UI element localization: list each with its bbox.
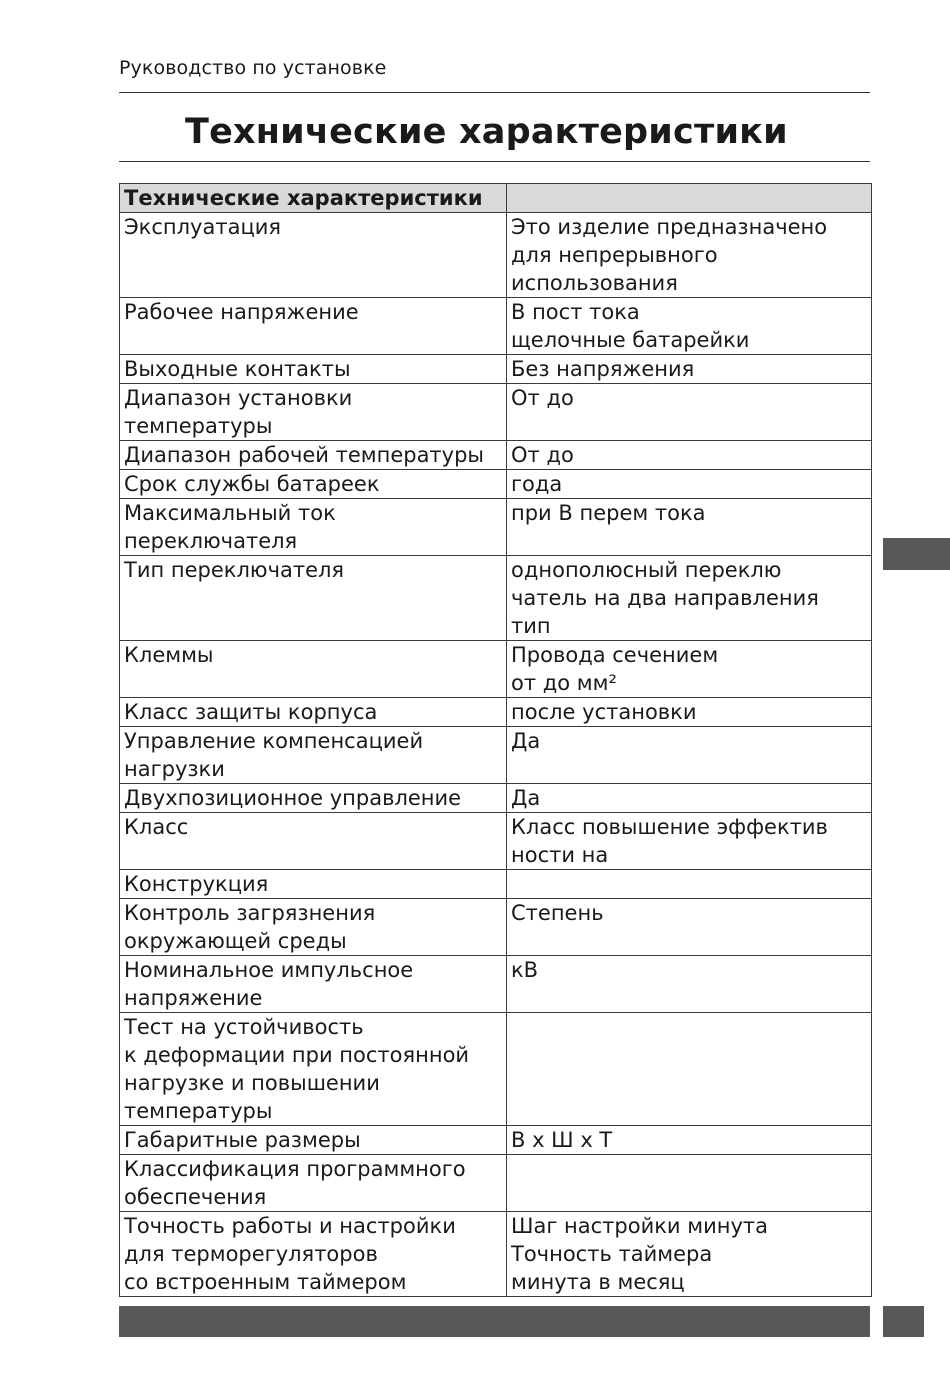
spec-name: Срок службы батареек: [120, 470, 507, 499]
spec-name: Класс: [120, 813, 507, 870]
spec-name: Максимальный ток переключателя: [120, 499, 507, 556]
table-row: [120, 698, 872, 727]
spec-value: Степень: [507, 899, 872, 956]
table-row: [120, 499, 872, 556]
spec-name: Тест на устойчивость к деформации при постоянной нагрузке и повышении температуры: [120, 1013, 507, 1126]
spec-value: Это изделие предназначено для непрерывного использования: [507, 213, 872, 298]
spec-name: Двухпозиционное управление: [120, 784, 507, 813]
spec-name: Диапазон установки температуры: [120, 384, 507, 441]
spec-value: однополюсный переклю чатель на два направления тип: [507, 556, 872, 641]
table-row: [120, 1013, 872, 1126]
spec-name: Класс защиты корпуса: [120, 698, 507, 727]
table-row: [120, 1126, 872, 1155]
spec-value: Да: [507, 727, 872, 784]
table-row: [120, 441, 872, 470]
spec-name: Рабочее напряжение: [120, 298, 507, 355]
table-row: [120, 870, 872, 899]
table-row: [120, 298, 872, 355]
title-rule: [119, 161, 870, 162]
running-header: Руководство по установке: [119, 57, 387, 79]
spec-name: Габаритные размеры: [120, 1126, 507, 1155]
table-row: [120, 213, 872, 298]
table-row: [120, 956, 872, 1013]
spec-name: Классификация программного обеспечения: [120, 1155, 507, 1212]
spec-value: Без напряжения: [507, 355, 872, 384]
page-title: Технические характеристики: [185, 112, 788, 152]
spec-name: Тип переключателя: [120, 556, 507, 641]
spec-name: Контроль загрязнения окружающей среды: [120, 899, 507, 956]
table-row: [120, 1212, 872, 1297]
spec-value: Да: [507, 784, 872, 813]
spec-value: В пост тока щелочные батарейки: [507, 298, 872, 355]
spec-value: Класс повышение эффектив ности на: [507, 813, 872, 870]
spec-value: при В перем тока: [507, 499, 872, 556]
spec-name: Точность работы и настройки для терморегуляторов со встроенным таймером: [120, 1212, 507, 1297]
spec-value: От до: [507, 384, 872, 441]
table-row: [120, 784, 872, 813]
page-number-box: [883, 1306, 924, 1337]
spec-value: [507, 1155, 872, 1212]
table-row: [120, 813, 872, 870]
spec-value: От до: [507, 441, 872, 470]
spec-name: Клеммы: [120, 641, 507, 698]
header-rule: [119, 92, 870, 93]
spec-value: Шаг настройки минута Точность таймера минута в месяц: [507, 1212, 872, 1297]
spec-name: Выходные контакты: [120, 355, 507, 384]
spec-name: Номинальное импульсное напряжение: [120, 956, 507, 1013]
spec-value: [507, 870, 872, 899]
spec-name: Управление компенсацией нагрузки: [120, 727, 507, 784]
spec-name: Конструкция: [120, 870, 507, 899]
table-header-row: [120, 184, 872, 213]
table-row: [120, 727, 872, 784]
spec-value: Провода сечением от до мм²: [507, 641, 872, 698]
spec-value: [507, 1013, 872, 1126]
table-row: [120, 355, 872, 384]
table-header-cell: Технические характеристики: [120, 184, 507, 213]
table-row: [120, 1155, 872, 1212]
table-row: [120, 556, 872, 641]
table-header-cell: [507, 184, 872, 213]
spec-value: после установки: [507, 698, 872, 727]
spec-value: года: [507, 470, 872, 499]
spec-name: Диапазон рабочей температуры: [120, 441, 507, 470]
table-row: [120, 384, 872, 441]
footer-bar: [119, 1306, 870, 1337]
specifications-table: [119, 183, 872, 1297]
spec-value: В х Ш х Т: [507, 1126, 872, 1155]
spec-name: Эксплуатация: [120, 213, 507, 298]
spec-value: кВ: [507, 956, 872, 1013]
table-row: [120, 470, 872, 499]
table-row: [120, 899, 872, 956]
section-tab-marker: [883, 538, 950, 570]
table-row: [120, 641, 872, 698]
